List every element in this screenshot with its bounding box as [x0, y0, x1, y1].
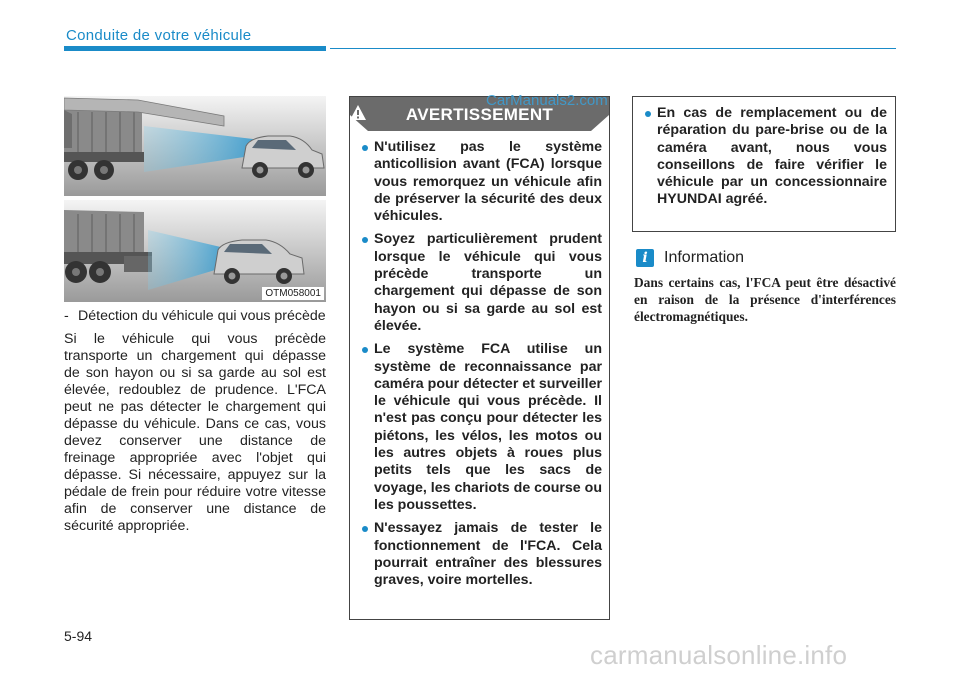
section-title: Conduite de votre véhicule [66, 27, 252, 44]
warning-item [362, 520, 602, 589]
figure-code: OTM058001 [262, 287, 324, 300]
dash-marker: - [64, 308, 69, 324]
bullet-dot-icon [362, 347, 368, 353]
information-text: Dans certains cas, l'FCA peut être désactivé en raison de la présence d'interférences électromagnétiques. [634, 275, 896, 324]
replacement-note-box [632, 96, 896, 232]
bullet-dot-icon [645, 111, 651, 117]
warning-box [349, 96, 610, 620]
info-icon: i [636, 249, 654, 267]
warning-list [362, 139, 602, 595]
warning-item [362, 341, 602, 514]
page-number: 5-94 [64, 628, 93, 644]
left-paragraph: Si le véhicule qui vous précède transporte un chargement qui dépasse de son hayon ou si sa garde au sol est élevée, redoublez de prudence. L'FCA peut ne pas détecter le chargement qui dépasse du véhicule. Dans ce cas, vous devez conserver une distance de freinage appropriée avec l'objet qui dépasse. Si nécessaire, appuyez sur la pédale de frein pour réduire votre vitesse afin de conserver une distance de sécurité appropriée. [64, 331, 326, 534]
fca-illustration-svg [64, 96, 326, 302]
replacement-note-list [643, 105, 887, 209]
bullet-dot-icon [362, 237, 368, 243]
bullet-dot-icon [362, 526, 368, 532]
left-column-text [64, 308, 326, 535]
warning-item-text: Soyez particulièrement prudent lorsque le véhicule qui vous précède transporte un chargement qui dépasse de son hayon ou si sa garde au sol est élevée. [374, 231, 602, 334]
watermark-bottom: carmanualsonline.info [590, 640, 848, 670]
header-bar-thin [330, 48, 896, 49]
fca-illustration [64, 96, 326, 302]
warning-item-text: N'essayez jamais de tester le fonctionnement de l'FCA. Cela pourrait entraîner des blessures graves, voire mortelles. [374, 520, 602, 589]
warning-item-text: Le système FCA utilise un système de reconnaissance par caméra pour détecter et surveiller le véhicule qui vous précède. Il n'est pas conçu pour détecter les piétons, les vélos, les motos ou les autres objets à roues plus petits tels que les sacs de voyage, les chariots de course ou les poussettes. [374, 341, 602, 513]
warning-triangle-icon [350, 105, 366, 120]
watermark-top: CarManuals2.com [486, 92, 608, 109]
replacement-note-item [643, 105, 887, 209]
detection-bullet [64, 308, 326, 325]
header-bar-thick [64, 46, 326, 51]
detection-bullet-text: Détection du véhicule qui vous précède [78, 308, 326, 324]
warning-item [362, 231, 602, 335]
panel-top [64, 96, 326, 196]
warning-item [362, 139, 602, 225]
warning-title: AVERTISSEMENT [405, 105, 554, 124]
bullet-dot-icon [362, 145, 368, 151]
information-label: Information [664, 249, 745, 266]
replacement-note-text: En cas de remplacement ou de réparation du pare-brise ou de la caméra avant, nous vous conseillons de faire vérifier le véhicule par un concessionnaire HYUNDAI agréé. [657, 105, 887, 208]
warning-item-text: N'utilisez pas le système anticollision avant (FCA) lorsque vous remorquez un véhicule afin de préserver la sécurité des deux véhicules. [374, 139, 602, 225]
information-heading [636, 249, 744, 267]
